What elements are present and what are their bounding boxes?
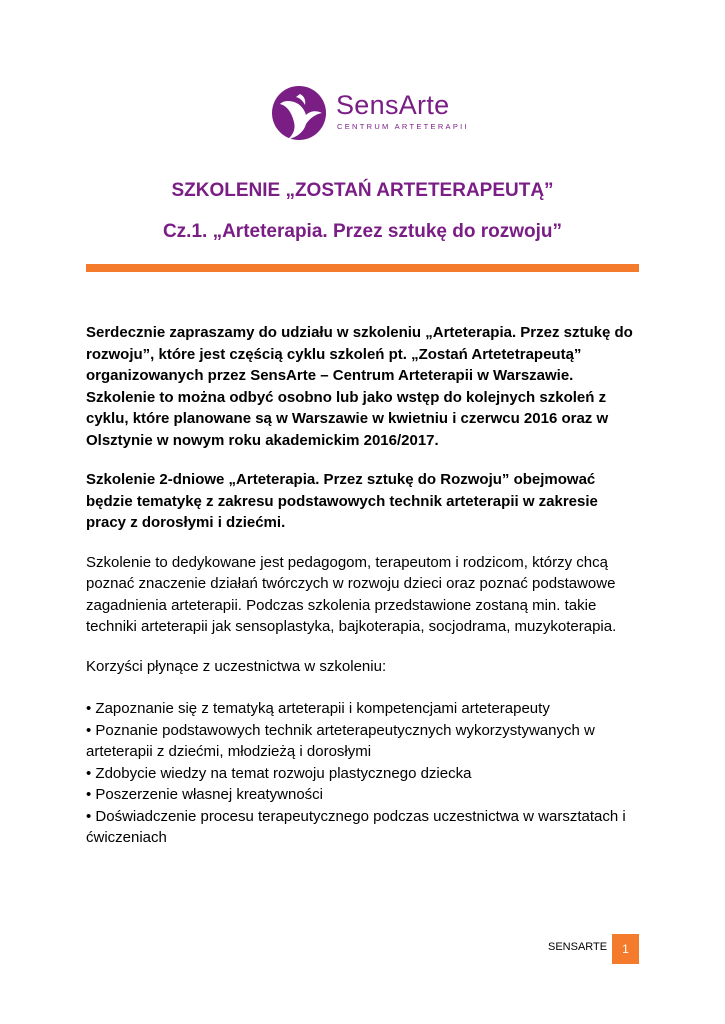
list-item: • Zapoznanie się z tematyką arteterapii i kompetencjami arteterapeuty [86,700,550,717]
benefits-list [86,698,642,849]
intro-paragraph: Serdecznie zapraszamy do udziału w szkoleniu „Arteterapia. Przez sztukę do rozwoju”, które jest częścią cyklu szkoleń pt. „Zostań Artetetrapeutą” organizowanych przez SensArte – Centrum Arteterapii w Warszawie. Szkolenie to można odbyć osobno lub jako wstęp do kolejnych szkoleń z cyklu, które planowane są w Warszawie w kwietniu i czerwcu 2016 oraz w Olsztynie w nowym roku akademickim 2016/2017. [86,324,633,449]
sensarte-logo [270,84,469,144]
document-title: SZKOLENIE „ZOSTAŃ ARTETERAPEUTĄ” [171,180,554,201]
list-item: • Zdobycie wiedzy na temat rozwoju plastycznego dziecka [86,764,472,782]
document-subtitle: Cz.1. „Arteterapia. Przez sztukę do rozwoju” [162,221,563,242]
logo-name: SensArte [336,90,450,120]
audience-paragraph: Szkolenie to dedykowane jest pedagogom, terapeutom i rodzicom, którzy chcą poznać znaczenie działań twórczych w rozwoju dzieci oraz poznać podstawowe zagadnienia arteterapii. Podczas szkolenia przedstawione zostaną min. takie techniki arteterapii jak sensoplastyka, bajkoterapia, socjodrama, muzykoterapia. [86,553,617,635]
list-item: • Poszerzenie własnej kreatywności [86,786,324,803]
logo-subtitle: CENTRUM ARTETERAPII [337,122,469,131]
list-item: • Doświadczenie procesu terapeutycznego podczas uczestnictwa w warsztatach i ćwiczeniach [86,807,626,846]
summary-paragraph: Szkolenie 2-dniowe „Arteterapia. Przez sztukę do Rozwoju” obejmować będzie tematykę z zakresu podstawowych technik arteterapii w zakresie pracy z dorosłymi i dziećmi. [86,471,598,531]
bird-circle-icon [270,84,328,142]
orange-divider [86,264,639,272]
page-number: 1 [612,934,639,964]
benefits-heading: Korzyści płynące z uczestnictwa w szkoleniu: [86,657,387,675]
document-body [86,322,642,849]
footer-brand: SENSARTE [548,941,608,953]
list-item: • Poznanie podstawowych technik arteterapeutycznych wykorzystywanych w arteterapii z dziećmi, młodzieżą i dorosłymi [86,721,595,760]
